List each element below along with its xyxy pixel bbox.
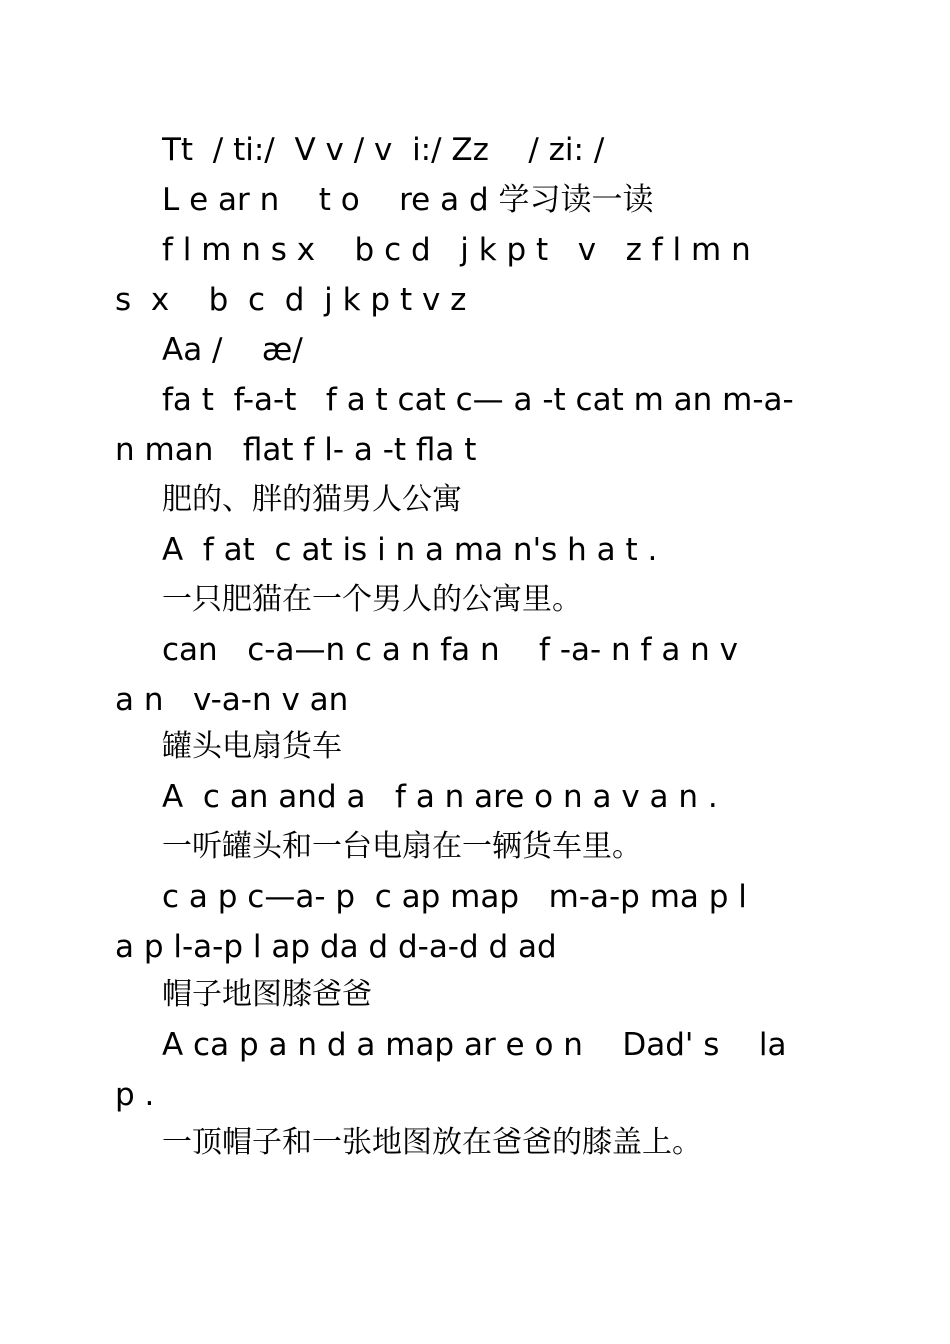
- example-sentence: A c an and a f a n are o n a v a n .: [162, 779, 718, 815]
- chinese-translation: 一听罐头和一台电扇在一辆货车里。: [162, 829, 642, 864]
- word-spelling-line: c a p c—a- p c ap map m-a-p ma p l: [162, 879, 747, 915]
- example-sentence: A f at c at is i n a ma n's h a t .: [162, 532, 658, 568]
- word-spelling-line-continued: n man flat f l- a -t fla t: [115, 432, 477, 468]
- chinese-vocab-line: 罐头电扇货车: [162, 729, 342, 764]
- word-spelling-line-continued: a p l-a-p l ap da d d-a-d d ad: [115, 929, 557, 965]
- word-spelling-line: fa t f-a-t f a t cat c— a -t cat m an m-a-: [162, 382, 794, 418]
- vowel-a-heading: Aa / æ/: [162, 332, 303, 368]
- chinese-translation: 一只肥猫在一个男人的公寓里。: [162, 582, 582, 617]
- chinese-vocab-line: 帽子地图膝爸爸: [162, 977, 372, 1012]
- word-spelling-line-continued: a n v-a-n v an: [115, 682, 349, 718]
- consonants-line-continued: s x b c d j k p t v z: [115, 282, 467, 318]
- phonetics-line-tvz: Tt / ti:/ V v / v i:/ Zz / zi: /: [162, 132, 605, 168]
- chinese-vocab-line: 肥的、胖的猫男人公寓: [162, 482, 462, 517]
- chinese-translation: 一顶帽子和一张地图放在爸爸的膝盖上。: [162, 1125, 702, 1160]
- consonants-line: f l m n s x b c d j k p t v z f l m n: [162, 232, 751, 268]
- example-sentence: A ca p a n d a map ar e o n Dad' s la: [162, 1027, 787, 1063]
- learn-to-read-heading: L e ar n t o re a d 学习读一读: [162, 182, 654, 218]
- word-spelling-line: can c-a—n c a n fa n f -a- n f a n v: [162, 632, 739, 668]
- example-sentence-continued: p .: [115, 1077, 155, 1113]
